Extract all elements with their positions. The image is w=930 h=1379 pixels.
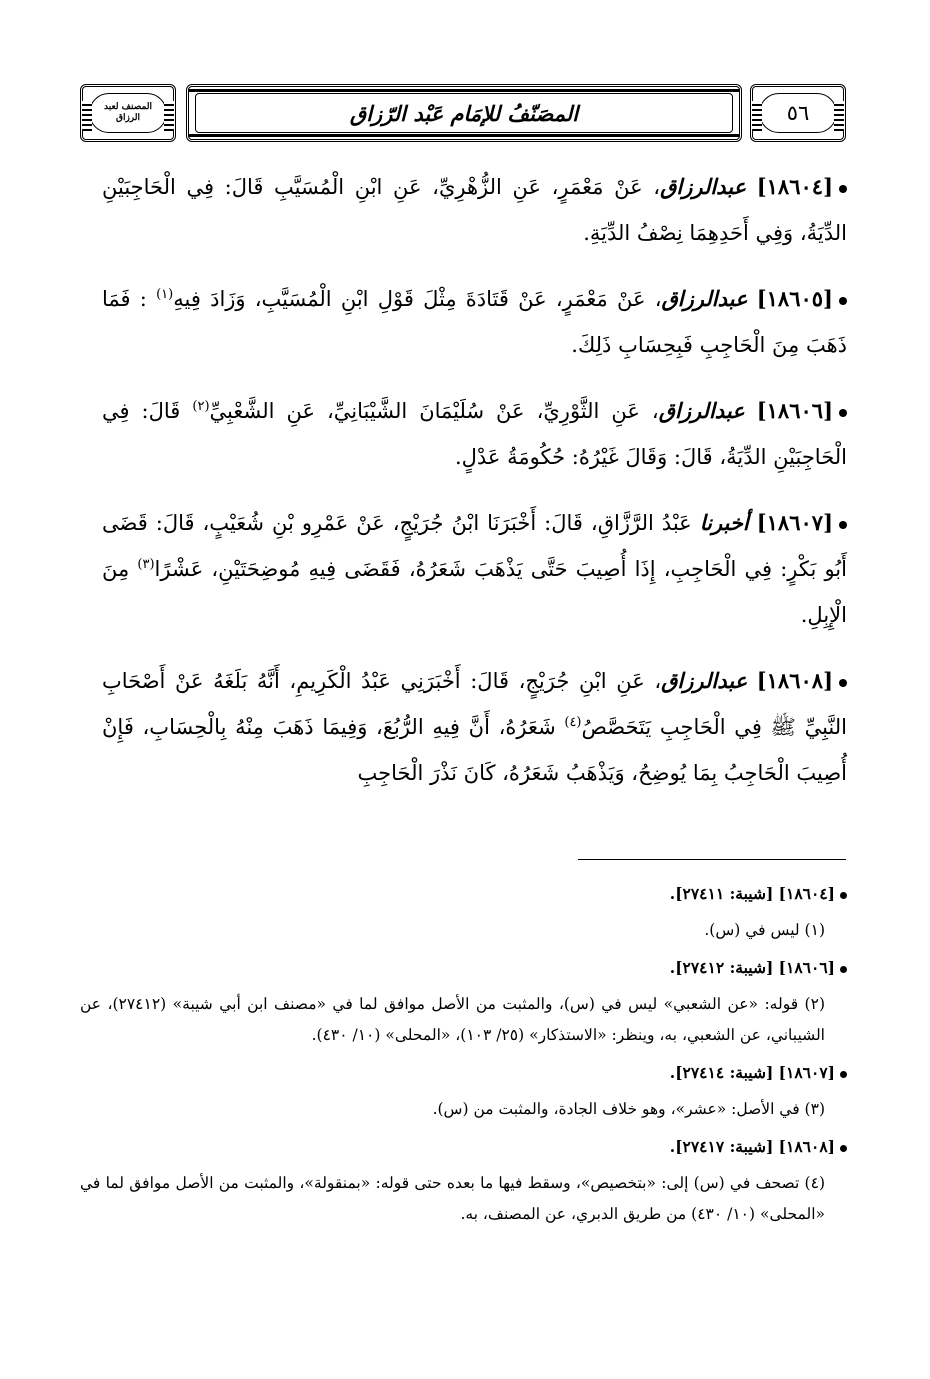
- hadith-text-continued: مِنَ الْإِبِلِ.: [102, 557, 847, 627]
- hadith-text-continued: شَعَرُهُ، أَنَّ فِيهِ الرُّبُعَ، وَفِيمَا ذَهَبَ مِنْهُ بِالْحِسَابِ، فَإِنْ أُصِيبَ الْحَاجِبُ بِمَا يُوضِحُ، وَيَذْهَبُ شَعَرُهُ، كَانَ نَذْرَ الْحَاجِبِ: [102, 715, 847, 785]
- ornament-left-icon: [752, 101, 762, 131]
- footnote-2: [80, 989, 847, 1051]
- page-number-medallion: [759, 93, 837, 133]
- source-ref-18604: [80, 878, 847, 909]
- footnote-ref-1[interactable]: (١): [156, 287, 174, 302]
- footnote-ref-4[interactable]: (٤): [564, 715, 582, 730]
- footnote-separator: [578, 859, 846, 860]
- logo-medallion: [89, 93, 167, 133]
- hadith-18607: [102, 500, 847, 638]
- hadith-text: ، عَنِ الثَّوْرِيِّ، عَنْ سُلَيْمَانَ الشَّيْبَانِيِّ، عَنِ الشَّعْبِيِّ: [209, 399, 659, 423]
- hadith-18608: [102, 658, 847, 796]
- hadith-text-continued: قَالَ: فِي الْحَاجِبَيْنِ الدِّيَةُ، قَالَ: وَقَالَ غَيْرُهُ: حُكُومَةُ عَدْلٍ.: [102, 399, 847, 469]
- page-number-box: [750, 84, 846, 142]
- footnote-text: (٢) قوله: «عن الشعبي» ليس في (س)، والمثبت من الأصل موافق لما في «مصنف ابن أبي شيبة» (٢٧٤١٢)، عن الشيباني، عن الشعبي، به، وينظر: «الاستذكار» (٢٥/ ١٠٣)، «المحلى» (١٠/ ٤٣٠).: [80, 995, 825, 1044]
- logo-text: المصنف لعبد الرزاق: [104, 102, 152, 123]
- hadith-18606: [102, 388, 847, 480]
- footnote-ref-2[interactable]: (٢): [192, 399, 210, 414]
- source-ref-text: [١٨٦٠٨] [شيبة: ٢٧٤١٧].: [669, 1137, 835, 1156]
- footnote-text: (٣) في الأصل: «عشر»، وهو خلاف الجادة، والمثبت من (س).: [432, 1100, 825, 1118]
- source-ref-18607: [80, 1057, 847, 1088]
- footnote-text: (١) ليس في (س).: [704, 921, 825, 939]
- hadith-number: [١٨٦٠٦]: [756, 398, 833, 423]
- source-ref-18606: [80, 952, 847, 983]
- narrator-cite: عبدالرزاق: [661, 668, 748, 693]
- title-rule-top: [189, 89, 739, 92]
- footnote-1: [80, 915, 847, 946]
- hadith-text: عَبْدُ الرَّزَّاقِ، قَالَ: أَخْبَرَنَا ابْنُ جُرَيْجٍ، عَنْ عَمْرِو بْنِ شُعَيْبٍ، قَالَ: قَضَى أَبُو بَكْرٍ: فِي الْحَاجِبِ، إِذَا أُصِيبَ حَتَّى يَذْهَبَ شَعَرُهُ، فَقَضَى فِيهِ مُوضِحَتَيْنِ، عَشْرًا: [102, 511, 847, 581]
- narrator-cite: عبدالرزاق: [660, 174, 747, 199]
- bullet-icon: [840, 892, 847, 899]
- ornament-right-icon: [834, 101, 844, 131]
- hadith-18604: [102, 164, 847, 256]
- footnote-text: (٤) تصحف في (س) إلى: «بتخصيص»، وسقط فيها ما بعده حتى قوله: «بمنقولة»، والمثبت من الأصل موافق لما في «المحلى» (١٠/ ٤٣٠) من طريق الدبري، عن المصنف، به.: [80, 1174, 825, 1223]
- hadith-18605: [102, 276, 847, 368]
- logo-box: [80, 84, 176, 142]
- source-ref-text: [١٨٦٠٧] [شيبة: ٢٧٤١٤].: [669, 1063, 835, 1082]
- bullet-icon: [839, 185, 847, 193]
- title-rule-bottom: [189, 134, 739, 137]
- narrator-cite: أخبرنا: [699, 510, 749, 535]
- title-frame: [195, 93, 733, 133]
- hadith-number: [١٨٦٠٨]: [756, 668, 833, 693]
- title-box: [186, 84, 742, 142]
- bullet-icon: [840, 966, 847, 973]
- footnotes: [80, 878, 847, 1236]
- hadith-text: ، عَنْ مَعْمَرٍ، عَنِ الزُّهْرِيِّ، عَنِ ابْنِ الْمُسَيَّبِ قَالَ: فِي الْحَاجِبَيْنِ الدِّيَةُ، وَفِي أَحَدِهِمَا نِصْفُ الدِّيَةِ.: [102, 175, 847, 245]
- ornament-right-icon: [164, 101, 174, 131]
- hadith-number: [١٨٦٠٤]: [756, 174, 833, 199]
- bullet-icon: [840, 1071, 847, 1078]
- running-title: المصَنّفُ للإمَام عَبْد الرّزاق: [349, 100, 579, 126]
- page-number: ٥٦: [786, 101, 810, 125]
- hadith-text: ، عَنْ مَعْمَرٍ، عَنْ قَتَادَةَ مِثْلَ قَوْلِ ابْنِ الْمُسَيَّبِ، وَزَادَ فِيهِ: [173, 287, 662, 311]
- narrator-cite: عبدالرزاق: [661, 286, 748, 311]
- bullet-icon: [839, 521, 847, 529]
- hadith-number: [١٨٦٠٧]: [756, 510, 833, 535]
- hadith-text: ، عَنِ ابْنِ جُرَيْجٍ، قَالَ: أَخْبَرَنِي عَبْدُ الْكَرِيمِ، أَنَّهُ بَلَغَهُ عَنْ أَصْحَابِ النَّبِيِّ ﷺ فِي الْحَاجِبِ يَتَحَصَّصُ: [102, 669, 847, 739]
- footnote-4: [80, 1168, 847, 1230]
- source-ref-text: [١٨٦٠٤] [شيبة: ٢٧٤١١].: [669, 884, 835, 903]
- source-ref-text: [١٨٦٠٦] [شيبة: ٢٧٤١٢].: [669, 958, 835, 977]
- hadith-text-continued: : فَمَا ذَهَبَ مِنَ الْحَاجِبِ فَبِحِسَابِ ذَلِكَ.: [102, 287, 847, 357]
- bullet-icon: [840, 1145, 847, 1152]
- running-header: [80, 84, 846, 142]
- bullet-icon: [839, 679, 847, 687]
- footnote-ref-3[interactable]: (٣): [137, 557, 155, 572]
- hadith-number: [١٨٦٠٥]: [756, 286, 833, 311]
- source-ref-18608: [80, 1131, 847, 1162]
- main-text: [102, 164, 847, 816]
- bullet-icon: [839, 297, 847, 305]
- narrator-cite: عبدالرزاق: [658, 398, 745, 423]
- bullet-icon: [839, 409, 847, 417]
- footnote-3: [80, 1094, 847, 1125]
- ornament-left-icon: [82, 101, 92, 131]
